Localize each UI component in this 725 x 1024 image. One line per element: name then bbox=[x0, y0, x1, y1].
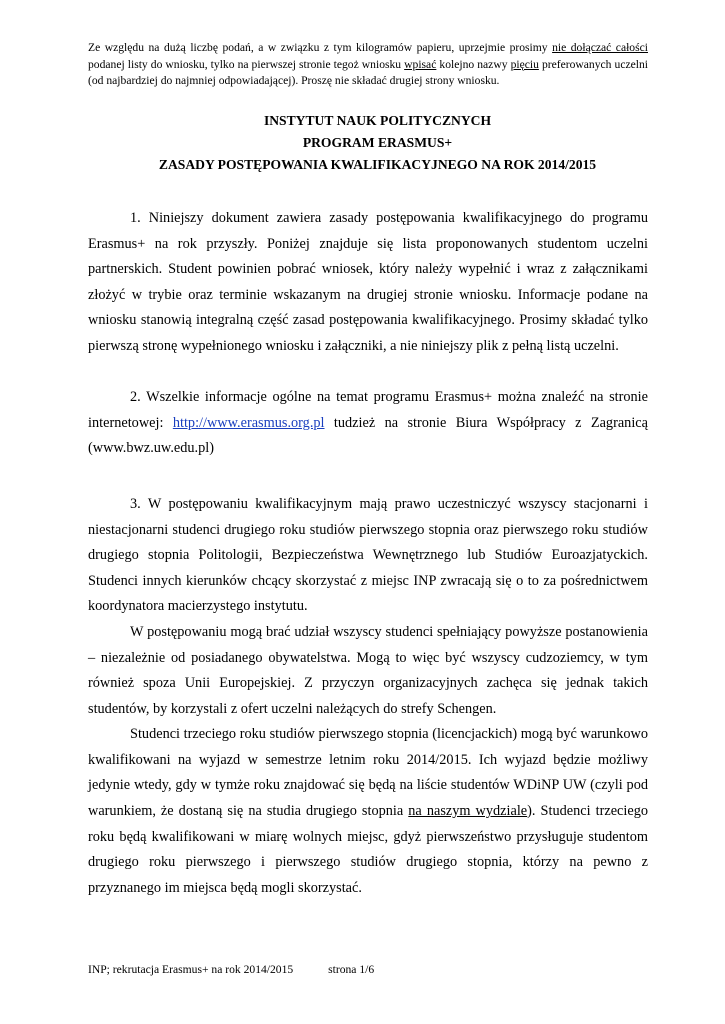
notice-underline-2: wpisać bbox=[404, 57, 437, 71]
section-2-text-after: tudzież na stronie Biura Współpracy z Zagranicą (www.bwz.uw.edu.pl) bbox=[88, 414, 648, 457]
section-3-paragraph: 3. W postępowaniu kwalifikacyjnym mają prawo uczestniczyć wszyscy stacjonarni i niestacjonarni studenci drugiego roku studiów pierwszego stopnia oraz pierwszego roku studiów drugiego stopnia Politologii, Bezpieczeństwa Wewnętrznego lub Studiów Euroazjatyckich. Studenci innych kierunków chcący skorzystać z miejsc INP zwracają się o to za pośrednictwem koordynatora macierzystego instytutu. bbox=[88, 495, 648, 615]
footer-title: INP; rekrutacja Erasmus+ na rok 2014/2015 bbox=[88, 963, 294, 976]
notice-underline-1: nie dołączać całości bbox=[552, 41, 648, 54]
page-footer bbox=[88, 963, 374, 976]
section-1-paragraph: 1. Niniejszy dokument zawiera zasady postępowania kwalifikacyjnego do programu Erasmus+ na rok przyszły. Poniżej znajduje się lista proponowanych studentom uczelni partnerskich. Student powinien pobrać wniosek, który należy wypełnić i wraz z załącznikami złożyć w trybie oraz terminie wskazanym na drugiej stronie wniosku. Informacje podane na wniosku stanowią integralną część zasad postępowania kwalifikacyjnego. Prosimy składać tylko pierwszą stronę wypełnionego wniosku i załączniki, a nie niniejszy plik z pełną listą uczelni. bbox=[88, 210, 648, 354]
page-number: strona 1/6 bbox=[328, 963, 375, 976]
notice-text-4: preferowanych uczelni (od najbardziej do najmniej odpowiadającej). Proszę nie składać drugiej strony wniosku. bbox=[88, 57, 648, 87]
notice-text-2: podanej listy do wniosku, tylko na pierwszej stronie tegoż wniosku bbox=[88, 57, 405, 71]
third-year-underline: na naszym wydziale bbox=[408, 803, 528, 820]
erasmus-website-link[interactable]: http://www.erasmus.org.pl bbox=[172, 414, 325, 431]
third-year-paragraph bbox=[88, 722, 648, 901]
document-headings bbox=[80, 110, 675, 176]
section-2-paragraph bbox=[88, 385, 648, 462]
document-body bbox=[88, 206, 648, 901]
third-year-text-after: ). Studenci trzeciego roku będą kwalifikowani w miarę wolnych miejsc, gdyż pierwszeństwo przysługuje studentom drugiego roku pierwszego i pierwszego studiów drugiego stopnia, którzy na pewno z przyznanego im miejsca będą mogli skorzystać. bbox=[88, 803, 649, 896]
section-2-text-before: 2. Wszelkie informacje ogólne na temat programu Erasmus+ można znaleźć na stronie internetowej: bbox=[88, 389, 648, 431]
notice-underline-3: pięciu bbox=[510, 57, 539, 71]
eligibility-paragraph: W postępowaniu mogą brać udział wszyscy studenci spełniający powyższe postanowienia – niezależnie od posiadanego obywatelstwa. Mogą to więc być wszyscy cudzoziemcy, w tym również spoza Unii Europejskiej. Z przyczyn organizacyjnych zachęca się jednak takich studentów, by korzystali z ofert uczelni należących do strefy Schengen. bbox=[88, 623, 648, 717]
notice-text-1: Ze względu na dużą liczbę podań, a w związku z tym kilogramów papieru, uprzejmie prosimy bbox=[88, 41, 553, 54]
heading-program: PROGRAM ERASMUS+ bbox=[302, 135, 453, 150]
notice-paragraph bbox=[88, 40, 648, 90]
heading-rules: ZASADY POSTĘPOWANIA KWALIFIKACYJNEGO NA ROK 2014/2015 bbox=[158, 157, 597, 172]
heading-institute: INSTYTUT NAUK POLITYCZNYCH bbox=[263, 113, 492, 128]
third-year-text-before: Studenci trzeciego roku studiów pierwszego stopnia (licencjackich) mogą być warunkowo kwalifikowani na wyjazd w semestrze letnim roku 2014/2015. Ich wyjazd będzie możliwy jedynie wtedy, gdy w tymże roku znajdować się będą na liście studentów WDiNP UW (czyli pod warunkiem, że dostaną się na studia drugiego stopnia bbox=[88, 726, 648, 820]
notice-text-3: kolejno nazwy bbox=[436, 57, 511, 71]
